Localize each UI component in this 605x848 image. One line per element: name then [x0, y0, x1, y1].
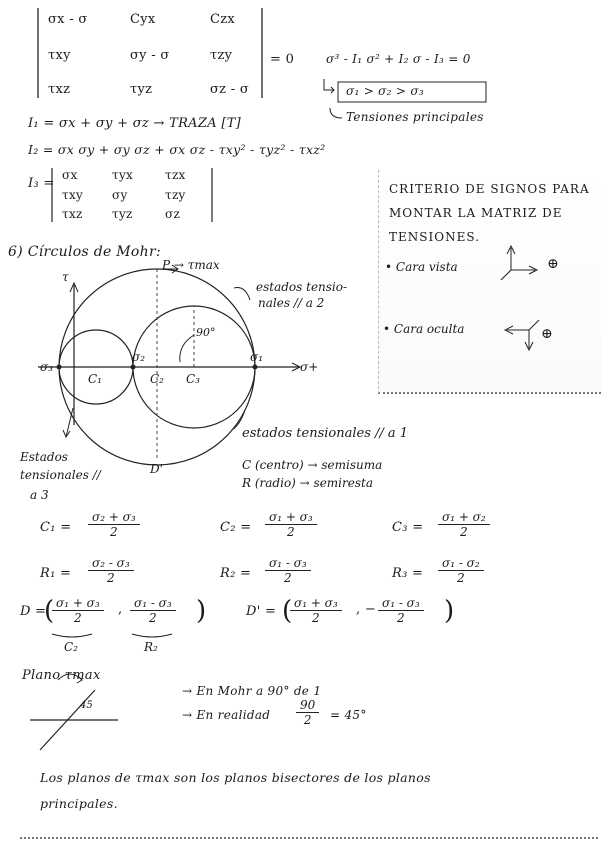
criteria-box: [378, 170, 601, 394]
plane-title: Plano τmax: [22, 668, 101, 683]
plane-line2: → En realidad: [182, 708, 271, 722]
c3-frac: $\frac{\text{σ₁ + σ₂}}{2}$: [438, 510, 490, 539]
invariant-i2: I₂ = σx σy + σy σz + σx σz - τxy² - τyz² - τxz²: [28, 142, 326, 157]
point-s1: σ₁: [250, 350, 264, 364]
i3-12: τyx: [112, 168, 134, 182]
point-s3: σ₃: [40, 360, 54, 374]
m23: τzy: [210, 48, 233, 63]
r3-frac: $\frac{\text{σ₁ - σ₂}}{2}$: [438, 556, 484, 585]
plane-sketch: [30, 674, 118, 750]
i3-11: σx: [62, 168, 78, 182]
plus-visible: ⊕: [547, 256, 560, 272]
d-frac2: $\frac{\text{σ₁ - σ₃}}{2}$: [130, 596, 176, 625]
dp-frac1: $\frac{\text{σ₁ + σ₃}}{2}$: [290, 596, 342, 625]
r1-frac: $\frac{\text{σ₂ - σ₃}}{2}$: [88, 556, 134, 585]
plane-frac: $\frac{90}{2}$: [296, 698, 319, 727]
m11: σx - σ: [48, 12, 88, 27]
principal-ordering: σ₁ > σ₂ > σ₃: [346, 84, 424, 98]
dp-label: D' =: [246, 604, 277, 619]
criteria-line1: CRITERIO DE SIGNOS PARA: [389, 182, 590, 196]
criteria-line3: TENSIONES.: [389, 230, 480, 244]
i3-13: τzx: [165, 168, 186, 182]
states-a3-1: Estados: [20, 450, 68, 464]
d-frac1: $\frac{\text{σ₁ + σ₃}}{2}$: [52, 596, 104, 625]
states-a1: estados tensionales // a 1: [242, 426, 409, 441]
r1-label: R₁ =: [40, 566, 72, 581]
i3-32: τyz: [112, 207, 133, 221]
r2-label: R₂ =: [220, 566, 252, 581]
c2-frac: $\frac{\text{σ₁ + σ₃}}{2}$: [265, 510, 317, 539]
criteria-hidden: • Cara oculta: [383, 322, 465, 336]
criteria-line2: MONTAR LA MATRIZ DE: [389, 206, 563, 220]
p-label: P → τmax: [162, 258, 220, 272]
plane-angle: 45: [80, 700, 93, 711]
states-a3-3: a 3: [30, 488, 49, 502]
states-a2b: nales // a 2: [258, 296, 325, 310]
i3-21: τxy: [62, 188, 84, 202]
m12: Cyx: [130, 12, 156, 27]
r3-label: R₃ =: [392, 566, 424, 581]
center-note: C (centro) → semisuma: [242, 458, 383, 472]
m31: τxz: [48, 82, 71, 97]
mohr-heading: 6) Círculos de Mohr:: [8, 244, 161, 260]
plane-result: = 45°: [330, 708, 367, 722]
dp-frac2: $\frac{\text{σ₁ - σ₃}}{2}$: [378, 596, 424, 625]
conclusion-1: Los planos de τmax son los planos bisectores de los planos: [40, 770, 431, 785]
criteria-visible: • Cara vista: [385, 260, 458, 274]
principal-arrow: [330, 108, 342, 118]
d-label: D =: [20, 604, 47, 619]
principal-note: Tensiones principales: [346, 110, 484, 124]
m22: σy - σ: [130, 48, 170, 63]
i3-23: τzy: [165, 188, 186, 202]
i3-22: σy: [112, 188, 128, 202]
i3-31: τxz: [62, 207, 83, 221]
conclusion-2: principales.: [40, 796, 118, 811]
c2-label: C₂ =: [220, 520, 252, 535]
plus-hidden: ⊕: [541, 326, 554, 342]
c3-label: C₃ =: [392, 520, 424, 535]
characteristic-equation: σ³ - I₁ σ² + I₂ σ - I₃ = 0: [326, 52, 471, 66]
m13: Czx: [210, 12, 236, 27]
m21: τxy: [48, 48, 71, 63]
d-under-r2: R₂: [144, 640, 158, 654]
point-c1: C₁: [88, 372, 102, 386]
point-c3: C₃: [186, 372, 200, 386]
m33: σz - σ: [210, 82, 250, 97]
angle-label: 90°: [196, 326, 216, 339]
invariant-i3-label: I₃ =: [28, 176, 55, 191]
axes-icon: [379, 170, 601, 392]
c1-frac: $\frac{\text{σ₂ + σ₃}}{2}$: [88, 510, 140, 539]
d-under-c2: C₂: [64, 640, 78, 654]
m32: τyz: [130, 82, 153, 97]
radius-note: R (radio) → semiresta: [242, 476, 373, 490]
sigma-axis-label: σ+: [300, 360, 319, 374]
r2-frac: $\frac{\text{σ₁ - σ₃}}{2}$: [265, 556, 311, 585]
i3-33: σz: [165, 207, 181, 221]
d-prime-label: D': [150, 462, 163, 476]
a2-arrow: [234, 288, 250, 301]
point-s2: σ₂: [132, 350, 146, 364]
states-a3-2: tensionales //: [20, 468, 101, 482]
plane-line1: → En Mohr a 90° de 1: [182, 684, 322, 698]
point-c2: C₂: [150, 372, 164, 386]
invariant-i1: I₁ = σx + σy + σz → TRAZA [T]: [28, 116, 242, 131]
c1-label: C₁ =: [40, 520, 72, 535]
states-a2: estados tensio-: [256, 280, 348, 294]
matrix-equals: = 0: [270, 52, 295, 67]
tau-axis-label: τ: [62, 270, 69, 284]
